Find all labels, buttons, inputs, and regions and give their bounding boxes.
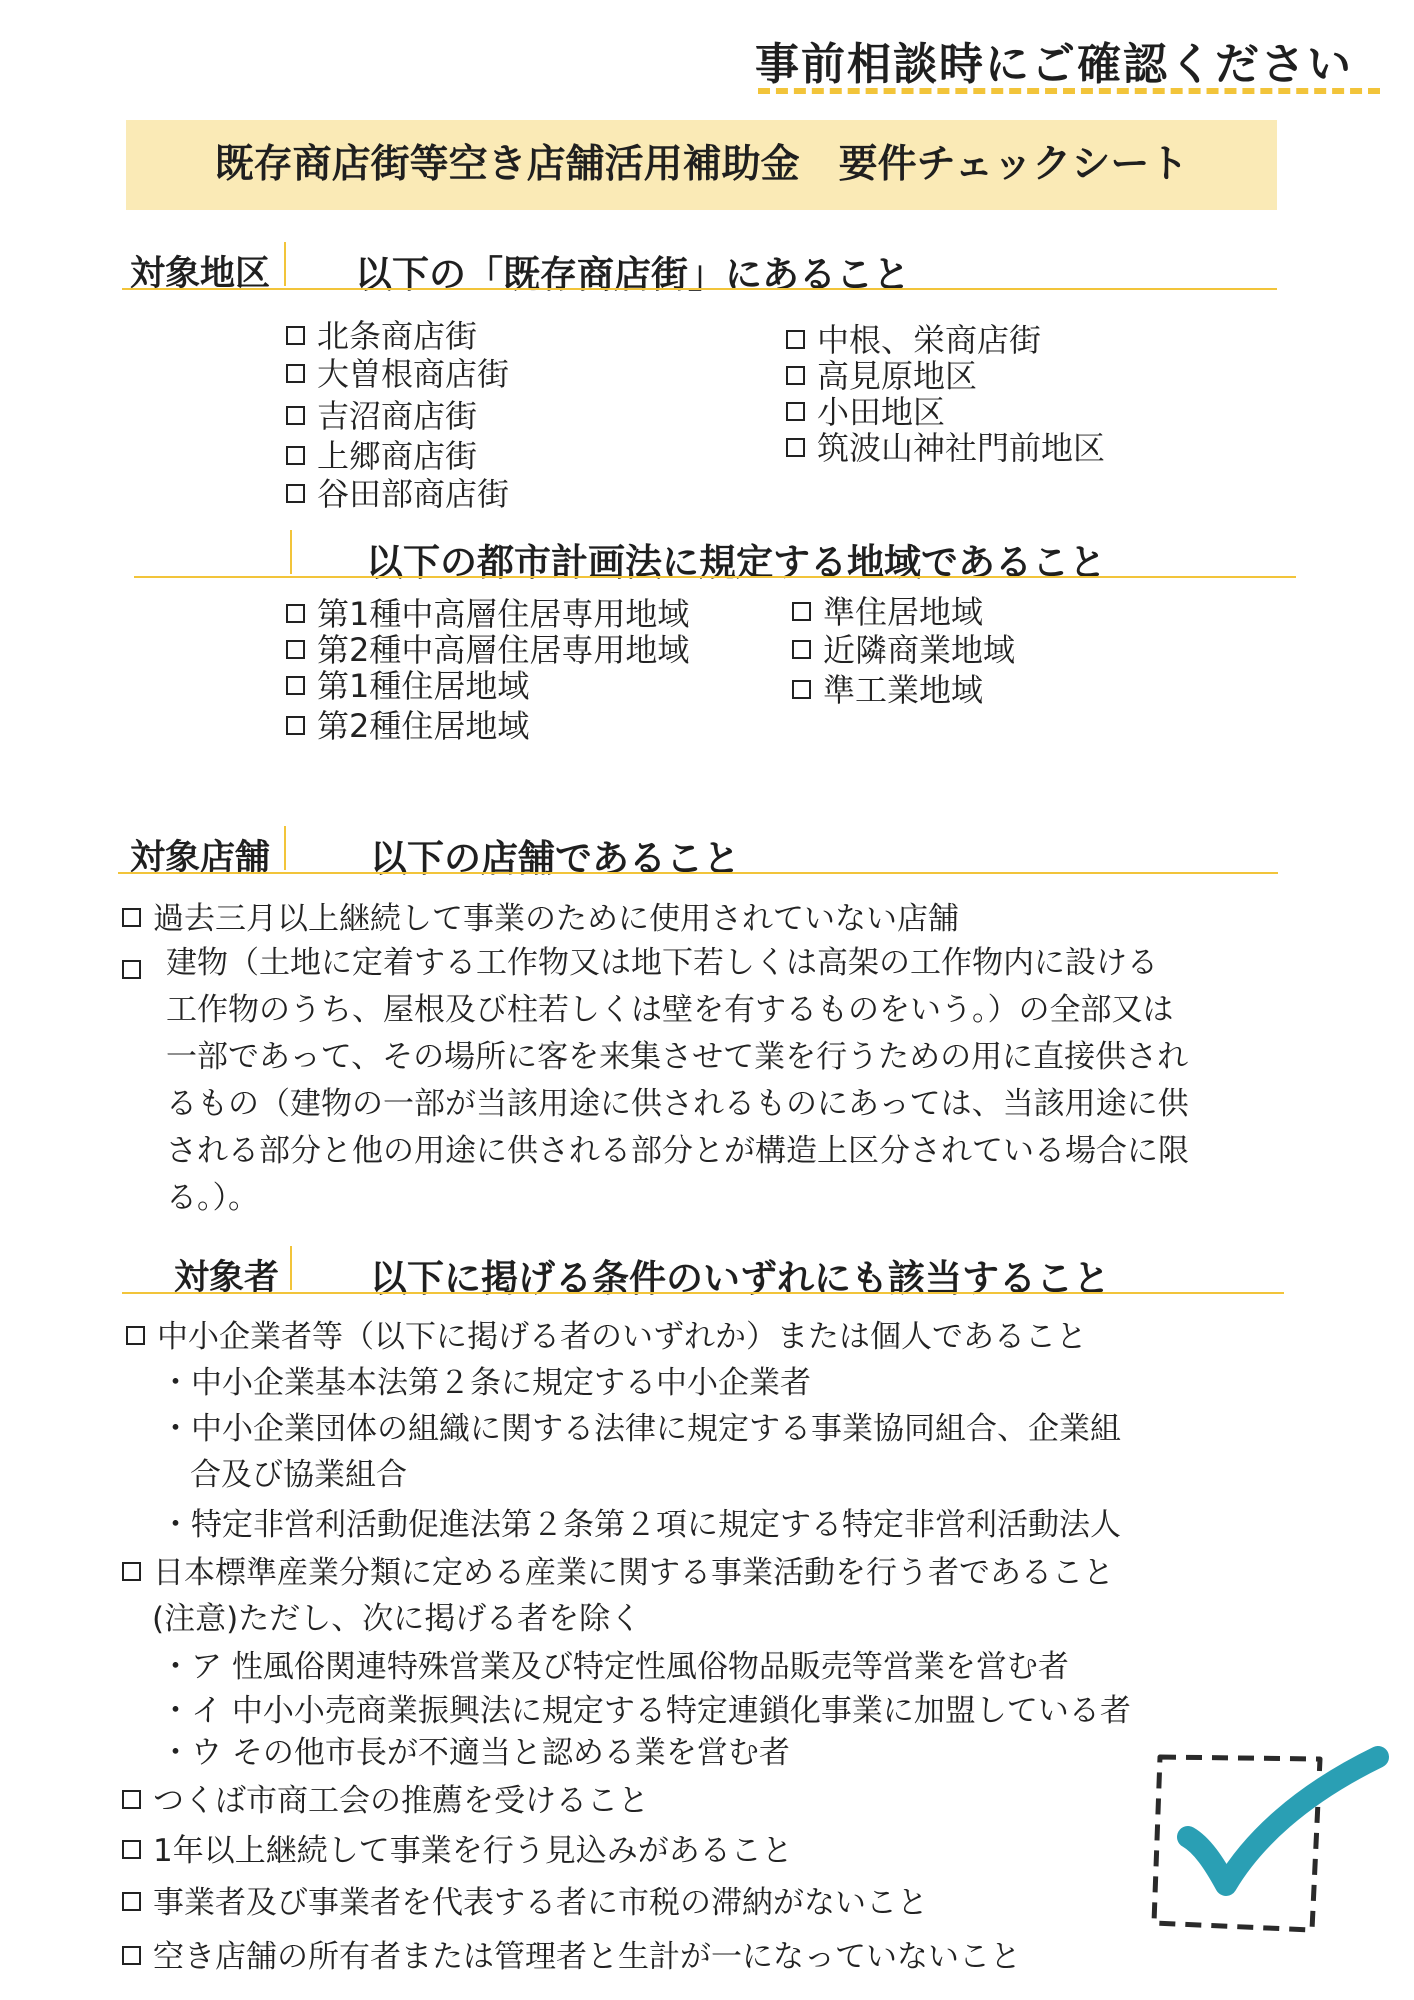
checkbox[interactable] [286, 604, 305, 623]
zone-checkbox-item[interactable]: 準工業地域 [792, 674, 983, 706]
dashed-box [1154, 1757, 1320, 1930]
pre-title: 事前相談時にご確認ください [755, 39, 1353, 90]
checkbox[interactable] [122, 1840, 141, 1859]
target-checkbox-item[interactable]: 中小企業者等（以下に掲げる者のいずれか）または個人であること [126, 1322, 1087, 1353]
sub-item: 合及び協業組合 [190, 1457, 407, 1493]
target-heading: 以下に掲げる条件のいずれにも該当すること [370, 1257, 1110, 1300]
area-heading-2-rule [134, 576, 1296, 578]
sub-item: ・イ 中小小売商業振興法に規定する特定連鎖化事業に加盟している者 [160, 1693, 1131, 1729]
store-heading-rule [118, 872, 1278, 874]
zone-heading-divider [290, 530, 292, 574]
area-heading-2: 以下の都市計画法に規定する地域であること [366, 541, 1106, 584]
area-section-label: 対象地区 [130, 254, 271, 294]
checkbox[interactable] [286, 676, 305, 695]
district-checkbox-item[interactable]: 大曽根商店街 [286, 358, 509, 390]
checkbox[interactable] [286, 364, 305, 383]
checkbox[interactable] [792, 602, 811, 621]
checkbox[interactable] [286, 640, 305, 659]
checkbox[interactable] [286, 446, 305, 465]
area-heading-1-rule [122, 288, 1277, 290]
target-checkbox-item[interactable]: つくば市商工会の推薦を受けること [122, 1786, 649, 1817]
area-heading-1: 以下の「既存商店街」にあること [355, 253, 910, 296]
district-checkbox-item[interactable]: 中根、栄商店街 [786, 324, 1041, 356]
store-label-divider [284, 826, 286, 870]
sub-item: ・ウ その他市長が不適当と認める業を営む者 [160, 1735, 790, 1771]
target-checkbox-item[interactable]: 空き店舗の所有者または管理者と生計が一になっていないこと [122, 1942, 1021, 1973]
target-checkbox-item[interactable]: 日本標準産業分類に定める産業に関する事業活動を行う者であること [122, 1558, 1114, 1589]
district-checkbox-item[interactable]: 上郷商店街 [286, 440, 477, 472]
district-checkbox-item[interactable]: 谷田部商店街 [286, 478, 509, 510]
checkbox[interactable] [122, 1790, 141, 1809]
sub-item: ・中小企業基本法第２条に規定する中小企業者 [160, 1365, 811, 1401]
checkbox[interactable] [786, 402, 805, 421]
checkbox[interactable] [786, 366, 805, 385]
area-label-divider [284, 242, 286, 286]
store-checkbox-item[interactable]: 過去三月以上継続して事業のために使用されていない店舗 [122, 904, 959, 935]
sub-item: ・中小企業団体の組織に関する法律に規定する事業協同組合、企業組 [160, 1411, 1121, 1447]
district-checkbox-item[interactable]: 北条商店街 [286, 320, 477, 352]
district-checkbox-item[interactable]: 吉沼商店街 [286, 400, 477, 432]
checkbox[interactable] [792, 680, 811, 699]
target-section-label: 対象者 [174, 1258, 280, 1298]
district-checkbox-item[interactable]: 小田地区 [786, 396, 945, 428]
checkbox[interactable] [286, 326, 305, 345]
sub-item: ・ア 性風俗関連特殊営業及び特定性風俗物品販売等営業を営む者 [160, 1649, 1069, 1685]
sub-item: ・特定非営利活動促進法第２条第２項に規定する特定非営利活動法人 [160, 1507, 1121, 1543]
sheet-title: 既存商店街等空き店舗活用補助金 要件チェックシート [214, 142, 1189, 187]
checkbox[interactable] [286, 716, 305, 735]
check-stroke [1188, 1757, 1378, 1885]
checkmark-icon [1140, 1745, 1400, 1945]
store-section-label: 対象店舗 [130, 838, 271, 878]
zone-checkbox-item[interactable]: 第2種中高層住居専用地域 [286, 634, 689, 666]
target-checkbox-item[interactable]: 1年以上継続して事業を行う見込みがあること [122, 1836, 793, 1867]
checkbox[interactable] [122, 908, 141, 927]
zone-checkbox-item[interactable]: 準住居地域 [792, 596, 983, 628]
target-checkbox-item[interactable]: 事業者及び事業者を代表する者に市税の滞納がないこと [122, 1888, 928, 1919]
target-label-divider [290, 1246, 292, 1290]
checkbox[interactable] [122, 1946, 141, 1965]
note-text: (注意)ただし、次に掲げる者を除く [152, 1601, 642, 1637]
checkbox[interactable] [286, 484, 305, 503]
zone-checkbox-item[interactable]: 第1種中高層住居専用地域 [286, 598, 689, 630]
zone-checkbox-item[interactable]: 第1種住居地域 [286, 670, 529, 702]
checkbox[interactable] [122, 960, 141, 979]
checkbox[interactable] [792, 640, 811, 659]
target-heading-rule [122, 1292, 1284, 1294]
store-heading: 以下の店舗であること [370, 837, 740, 880]
checkbox[interactable] [286, 406, 305, 425]
pre-title-underline [758, 88, 1380, 94]
checkbox[interactable] [786, 330, 805, 349]
checkbox[interactable] [122, 1562, 141, 1581]
district-checkbox-item[interactable]: 筑波山神社門前地区 [786, 432, 1105, 464]
checkbox[interactable] [122, 1892, 141, 1911]
zone-checkbox-item[interactable]: 近隣商業地域 [792, 634, 1015, 666]
zone-checkbox-item[interactable]: 第2種住居地域 [286, 710, 529, 742]
checkbox[interactable] [126, 1326, 145, 1345]
district-checkbox-item[interactable]: 高見原地区 [786, 360, 977, 392]
checkbox[interactable] [786, 438, 805, 457]
